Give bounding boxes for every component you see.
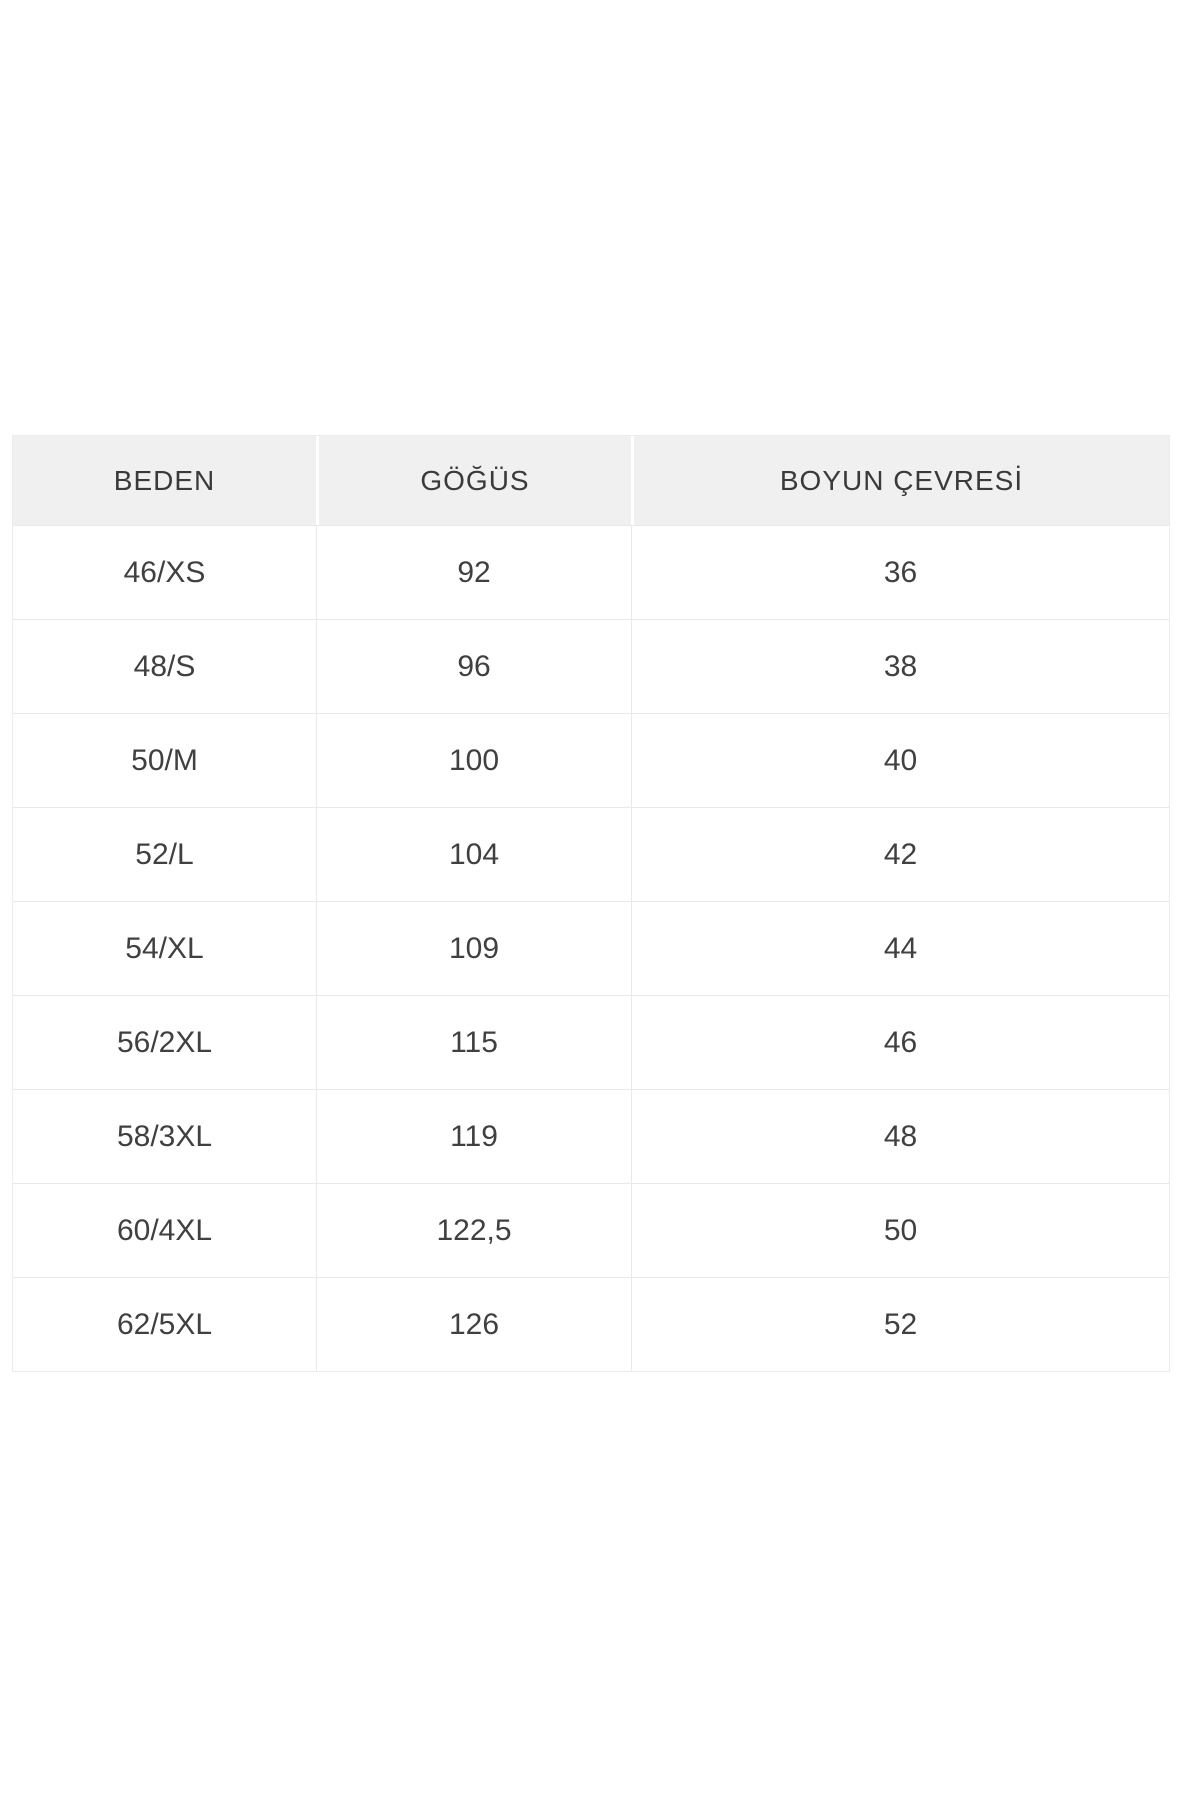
chest-cell: 126 bbox=[316, 1277, 631, 1371]
table-row bbox=[13, 1277, 1169, 1371]
table-row bbox=[13, 807, 1169, 901]
size-cell: 58/3XL bbox=[13, 1089, 316, 1183]
size-cell: 60/4XL bbox=[13, 1183, 316, 1277]
table-row bbox=[13, 901, 1169, 995]
header-cell-boyun-cevresi: BOYUN ÇEVRESİ bbox=[631, 436, 1169, 525]
chest-cell: 109 bbox=[316, 901, 631, 995]
neck-cell: 52 bbox=[631, 1277, 1169, 1371]
table-row bbox=[13, 525, 1169, 619]
size-cell: 46/XS bbox=[13, 525, 316, 619]
table-row bbox=[13, 1089, 1169, 1183]
chest-cell: 92 bbox=[316, 525, 631, 619]
size-cell: 48/S bbox=[13, 619, 316, 713]
neck-cell: 36 bbox=[631, 525, 1169, 619]
table-row bbox=[13, 713, 1169, 807]
size-cell: 54/XL bbox=[13, 901, 316, 995]
neck-cell: 38 bbox=[631, 619, 1169, 713]
size-cell: 62/5XL bbox=[13, 1277, 316, 1371]
table-row bbox=[13, 995, 1169, 1089]
chest-cell: 104 bbox=[316, 807, 631, 901]
size-chart bbox=[12, 435, 1170, 1372]
table-row bbox=[13, 619, 1169, 713]
neck-cell: 46 bbox=[631, 995, 1169, 1089]
chest-cell: 119 bbox=[316, 1089, 631, 1183]
chest-cell: 122,5 bbox=[316, 1183, 631, 1277]
neck-cell: 50 bbox=[631, 1183, 1169, 1277]
size-cell: 56/2XL bbox=[13, 995, 316, 1089]
chest-cell: 115 bbox=[316, 995, 631, 1089]
header-cell-beden: BEDEN bbox=[13, 436, 316, 525]
chest-cell: 100 bbox=[316, 713, 631, 807]
table-row bbox=[13, 1183, 1169, 1277]
size-cell: 52/L bbox=[13, 807, 316, 901]
neck-cell: 42 bbox=[631, 807, 1169, 901]
size-cell: 50/M bbox=[13, 713, 316, 807]
chest-cell: 96 bbox=[316, 619, 631, 713]
neck-cell: 40 bbox=[631, 713, 1169, 807]
neck-cell: 44 bbox=[631, 901, 1169, 995]
size-table bbox=[12, 435, 1170, 1372]
header-cell-gogus: GÖĞÜS bbox=[316, 436, 631, 525]
neck-cell: 48 bbox=[631, 1089, 1169, 1183]
header-row bbox=[13, 436, 1169, 525]
